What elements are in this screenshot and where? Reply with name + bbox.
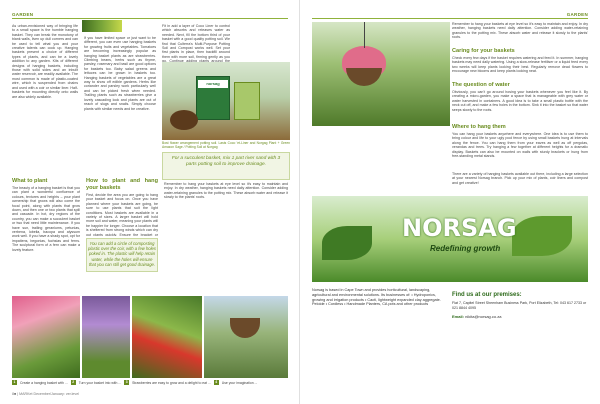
norsag-advert	[312, 196, 588, 376]
caption-1: Create a hanging basket with ...	[20, 380, 68, 385]
header-rule	[12, 18, 288, 19]
caption-number-1: 1	[13, 380, 16, 384]
imaginative-basket-photo	[204, 296, 288, 378]
flower-basket-photo-2	[82, 296, 130, 378]
column-3-text: Fit in add a layer of Coco Liner to control which absorbs and releases water as needed. Next, fill the bottom third of your basket with a good quality potting soil. We find that Culterra's Multi-Purpose Potting Soil and Compost works well. Set your first plants in place, then backfill around them with more soil, firming gently as you	[162, 24, 230, 59]
soil-pile	[170, 110, 198, 130]
find-us-label: Find us at our premises:	[452, 292, 522, 298]
where-heading: Where to hang them	[452, 124, 506, 130]
header-rule-right	[312, 18, 588, 19]
caption-number-3: 3	[125, 380, 128, 384]
how-to-plant-section	[86, 176, 158, 236]
email-label: Email:	[452, 313, 465, 319]
hanging-baskets-photo	[312, 22, 450, 126]
closing-paragraph	[452, 172, 588, 192]
intro-right	[452, 22, 588, 42]
photo-caption-text: Bost flower arrangement potting soil. Lasts Coco 'et-Liner and Norgag Plant + Green Amazon Sage / Potting Soil at Norgag	[162, 141, 290, 149]
caption-number-4: 4	[215, 380, 218, 384]
closing-text: There are a variety of hanging baskets available out there, including a large selection at your nearest Norsag branch. Pick up your mix of plants, coir liners and compost and get creative!	[452, 172, 588, 185]
tip-quote-right: For a succulent basket, mix 1 part river sand with 3 parts potting soil to improve drainage.	[171, 156, 281, 167]
caring-heading: Caring for your baskets	[452, 48, 515, 54]
caption-3: Strawberries are easy to grow and a delight to eat ...	[132, 380, 211, 385]
caption-2: Turn your basket into with ...	[78, 380, 122, 385]
basket-bowl	[346, 68, 382, 86]
intro-column-2	[84, 36, 156, 174]
section-header-right: GARDEN	[566, 12, 588, 17]
email-link[interactable]: nikita@norsag.co.za	[465, 313, 502, 319]
what-to-plant-section	[12, 176, 80, 294]
norsag-logo: NORSAG	[402, 214, 517, 242]
ad-banner	[312, 196, 588, 282]
strawberry-basket-photo	[132, 296, 202, 378]
intro-column-1	[12, 24, 78, 174]
water-text: Obviously, you can't go around hosing your baskets whenever you feel like it. By creating a micro-garden, you make a space that is manageable with grey water or water harvested in containers. A good idea is to take a small plastic bottle with the neck cut off, and make a few holes in the bottom. Sink it into the basket so that water seeps slowly to the roots.	[452, 90, 588, 112]
how-to-plant-heading: How to plant and hang your baskets	[86, 178, 158, 191]
water-section	[452, 80, 588, 120]
bag-label: norsag	[198, 80, 228, 88]
caring-section	[452, 46, 588, 78]
ad-body: Norsag is based in Cape Town and provides horticultural, landscaping, agricultural and environmental solutions. Its businesses of: • Hydroponics, growing and irrigation products • Cacti, lightweight expanded clay aggregate. Peloide • Cordless • Handmade Planters, CA pots and other products	[312, 288, 441, 307]
top-plant-photo	[82, 20, 122, 32]
ad-tagline: Redefining growth	[430, 244, 501, 253]
what-to-plant-text: The beauty of a hanging basket is that you can plant a wonderful confluence of colours, textures and heights – your plant ownership that grows will also come the focal point, along with plants that grow down, and then one or two plants that spill and cascade. In hot, dry regions of the country, you can make a succulent basket or two that need little maintenance. If you have sun, trailing geraniums, petunias, verbena, lobelia, bacopa and alyssum work well. If you have a shady spot, opt for impatiens, begonias, fuchsias and ferns. The sculptural form of a fern can make a lovely feature.	[12, 186, 80, 252]
where-text: You can hang your baskets anywhere and everywhere. One idea is to use them to bring colour and life to your ugly pool fence by using small baskets hung at intervals along the fence. You can hang them from your eaves as well as off pergolas, verandas and trees. Try hanging a few together at different heights for a dramatic display. Baskets can also be mounted on walls with sturdy brackets or hung from free-standing metal stands.	[452, 132, 588, 159]
intro-right-text: Remember to hang your baskets at eye level so it's easy to maintain and enjoy. In dry weather, hanging baskets need daily attention. Consider adding water-retaining granules to the potting mix. These absorb water and release it slowly to the plants' roots.	[452, 22, 588, 40]
flower-basket-photo-1	[12, 296, 80, 378]
ad-email-row	[452, 314, 588, 319]
hanging-basket	[230, 318, 260, 338]
intro-text-1: As urban-envisioned way of bringing life to a small space is the humble hanging basket. They can break the monotony of blank walls, liven up dull corners and can be used to tell what you and your creative talents can cook up. Hanging baskets present a choice of different types of plants, and can be a lovely addition to any garden. Kits of different designs of hanging baskets, including those with solid sides and an inbuilt water reservoir, are readily available. The most common is made of plastic-coated wire, which is suspended from chains and used with a coir or similar liner. Half-baskets for mounting directly onto walls are also widely available.	[12, 24, 78, 99]
potting-soil-photo	[162, 62, 290, 140]
column-4	[164, 182, 288, 292]
coir-liner-pack	[234, 82, 260, 120]
column-3	[162, 24, 230, 64]
where-section	[452, 122, 588, 168]
caring-text: Check every few days if the basket requires watering and feed it. In summer, hanging baskets may need daily watering. Using a slow-release fertiliser or a liquid feed every two weeks will keep plants looking their best. Regularly remove dead flowers to encourage new blooms and keep plants looking neat.	[452, 56, 588, 74]
right-page	[300, 0, 600, 404]
how-to-plant-text: First, decide the area you are going to hang your basket and focus on. Once you have planned where your baskets are going, be sure to use plants that suit the light conditions. Most baskets are available in a variety of sizes. A larger basket will hold more soil and water, meaning your plants will be happier for longer. Choose a location that is sheltered from strong winds which can dry out plants quickly. Ensure the bracket or	[86, 193, 158, 236]
ad-address: Flat 7, Capitel Street Sheenham Business Park, Port Elizabeth, Tel: 043 617 2733 or 021 8844 4095	[452, 301, 587, 310]
what-to-plant-heading: What to plant	[12, 178, 48, 184]
column-4-text: Remember to hang your baskets at eye level so it's easy to maintain and enjoy. In dry weather, hanging baskets need daily attention. Consider adding water-retaining granules to the potting mix. These absorb water and release it slowly to the plants' roots.	[164, 182, 288, 200]
caption-4: Use your imagination ...	[221, 380, 258, 385]
caption-number-2: 2	[72, 380, 75, 384]
photo-captions	[12, 380, 288, 385]
section-header: GARDEN	[12, 12, 34, 17]
tip-quote-left: You can add a circle of composting plastic over the coir, with a few holes poked in. The plastic will help retain water, while the holes will ensure that you can still get good drainage.	[88, 241, 156, 267]
intro-text-2: If you have limited space or just want to be different, you can even use hanging baskets for growing fruits and vegetables. Tomatoes are becoming increasingly popular as hanging basket plants as are strawberries. Climbing beans, herbs such as thyme, parsley, rosemary and basil are good options for baskets too. Baby salad greens and lettuces can be grown in baskets too. Hanging baskets of vegetables are a great way to show off edible gardens. Herbs like coriander and parsley work particularly well and can be picked fresh when needed. Trailing plants such as strawberries give a lovely cascading look and plants are out of reach of slugs and snails. Simply choose plants with similar needs and be creative.	[84, 36, 156, 111]
page-footer: 8■ | MARKet December/January: ver.level	[12, 392, 80, 396]
leaf-shape-1	[322, 226, 372, 260]
photo-caption	[162, 141, 290, 151]
basket-chain	[364, 22, 365, 48]
water-heading: The question of water	[452, 82, 510, 88]
ad-contact	[452, 292, 588, 319]
leaf-shape-2	[512, 216, 572, 256]
